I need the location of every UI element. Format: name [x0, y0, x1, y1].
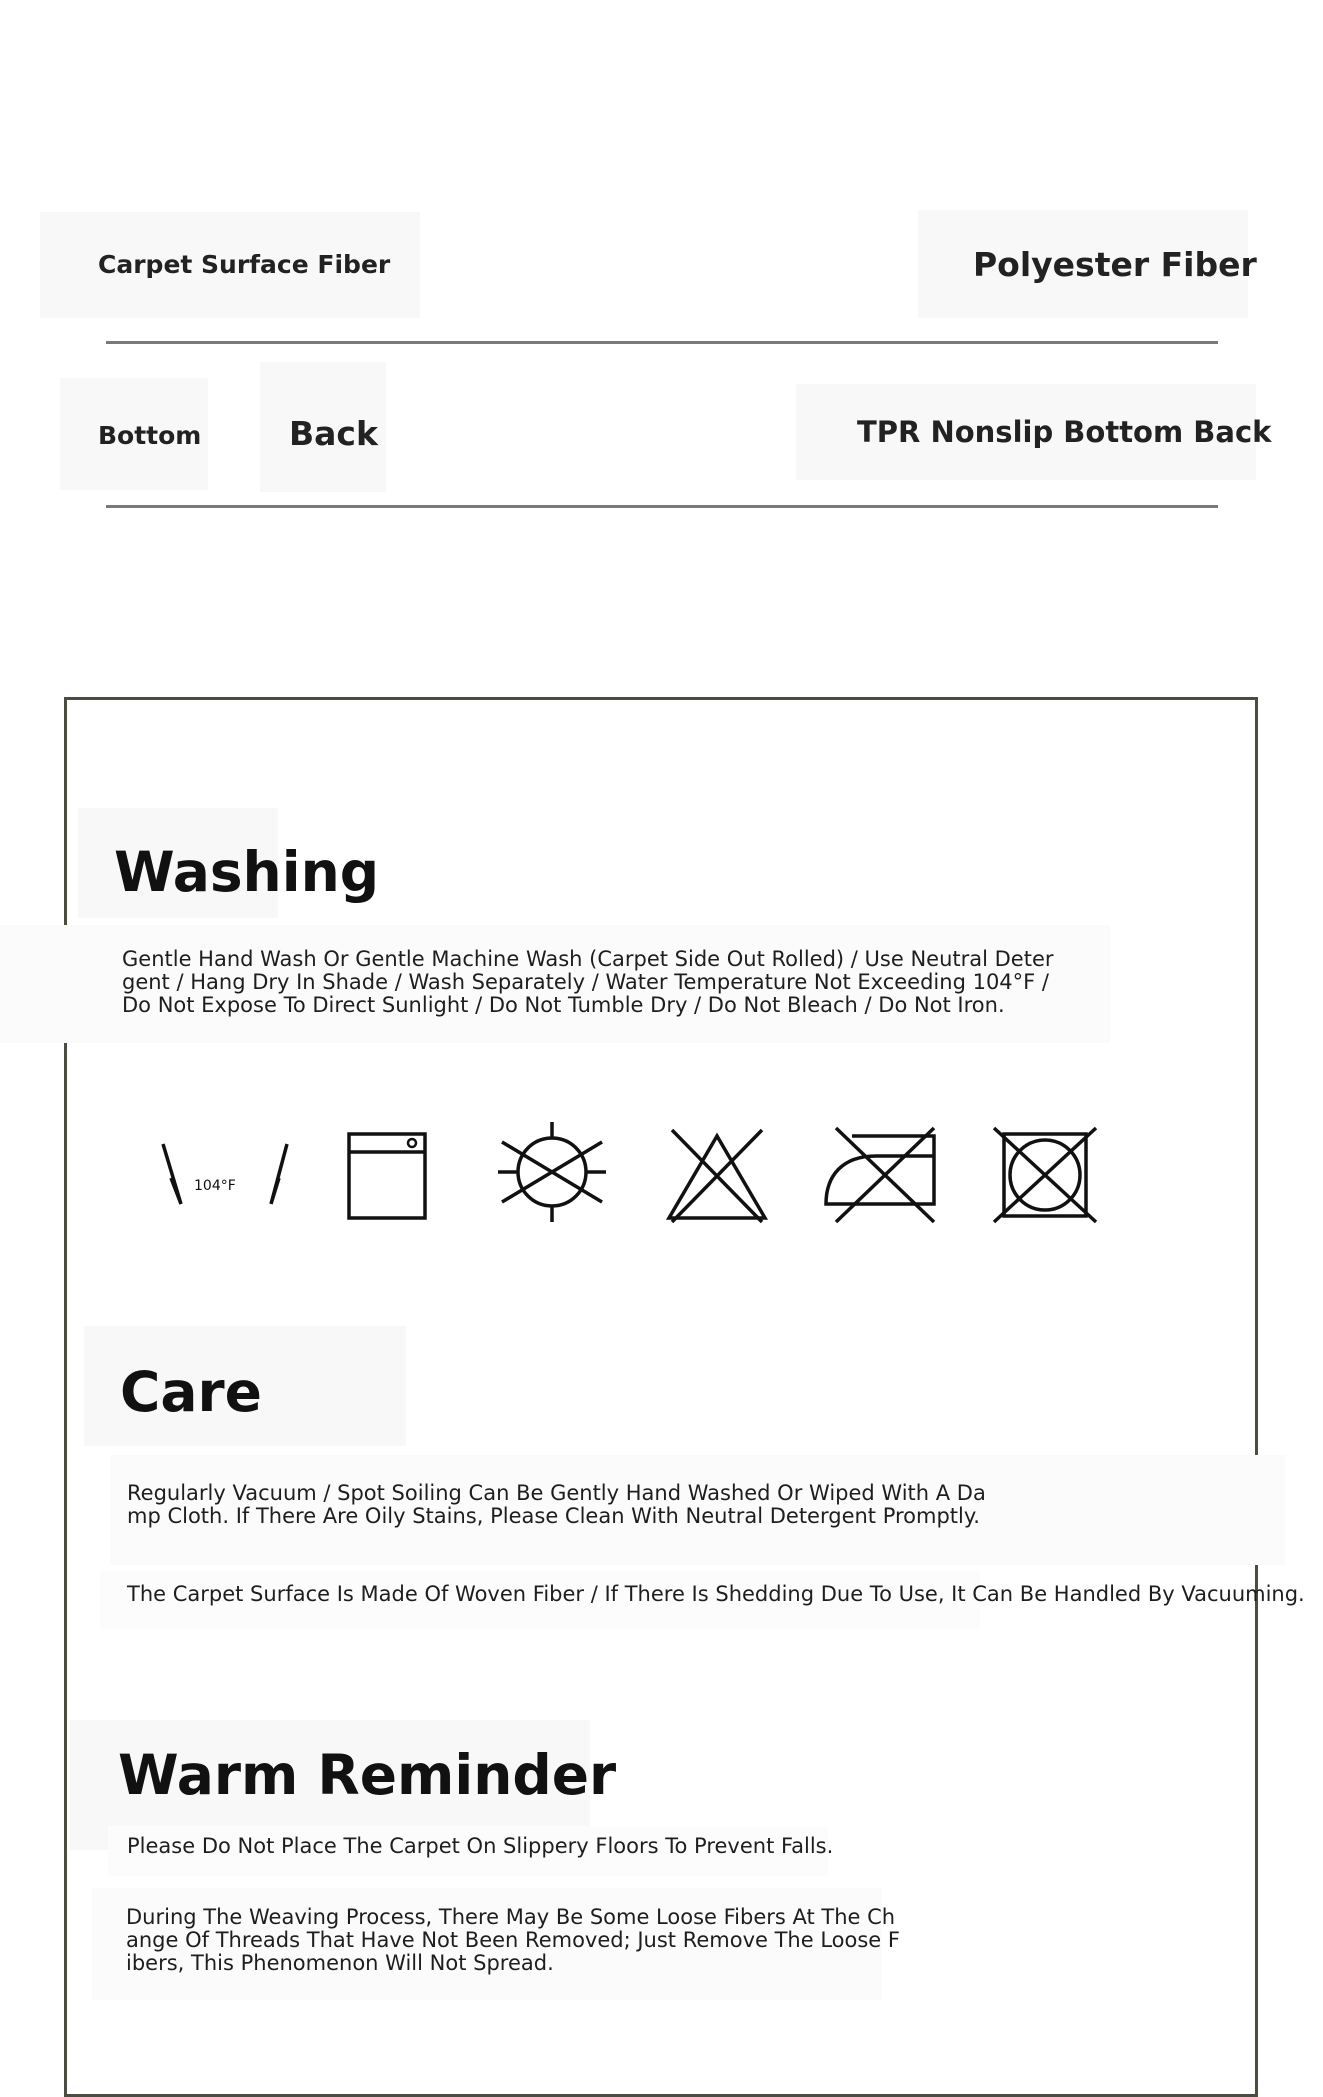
no-sunlight-icon [496, 1120, 608, 1224]
do-not-tumble-dry-icon [990, 1126, 1100, 1224]
washing-heading: Washing [114, 840, 380, 904]
washing-text-line-3: Do Not Expose To Direct Sunlight / Do Not Tumble Dry / Do Not Bleach / Do Not Iron. [122, 993, 1005, 1017]
care-text-1 [127, 1482, 986, 1528]
washing-text [122, 948, 1054, 1017]
do-not-iron-icon [822, 1126, 942, 1224]
bottom-label: Bottom [98, 421, 202, 450]
surface-fiber-value: Polyester Fiber [973, 245, 1257, 284]
care-heading: Care [120, 1360, 262, 1424]
washing-machine-icon [345, 1128, 429, 1224]
temperature-label: 104°F [194, 1178, 236, 1194]
reminder-text-2-line-3: ibers, This Phenomenon Will Not Spread. [126, 1951, 554, 1975]
bottom-value: TPR Nonslip Bottom Back [857, 415, 1272, 449]
reminder-text-2 [126, 1906, 900, 1975]
back-label: Back [289, 414, 378, 453]
hand-wash-104f-icon [155, 1128, 295, 1228]
care-text-1-line-1: Regularly Vacuum / Spot Soiling Can Be Gently Hand Washed Or Wiped With A Da [127, 1481, 986, 1505]
reminder-text-2-line-1: During The Weaving Process, There May Be Some Loose Fibers At The Ch [126, 1905, 896, 1929]
divider-line [106, 505, 1218, 508]
warm-reminder-heading: Warm Reminder [118, 1743, 617, 1807]
reminder-text-1: Please Do Not Place The Carpet On Slippery Floors To Prevent Falls. [127, 1834, 834, 1858]
washing-text-line-2: gent / Hang Dry In Shade / Wash Separately / Water Temperature Not Exceeding 104°F / [122, 970, 1049, 994]
divider-line [106, 341, 1218, 344]
washing-text-line-1: Gentle Hand Wash Or Gentle Machine Wash (Carpet Side Out Rolled) / Use Neutral Deter [122, 947, 1054, 971]
surface-fiber-label: Carpet Surface Fiber [98, 250, 391, 279]
care-text-2: The Carpet Surface Is Made Of Woven Fiber / If There Is Shedding Due To Use, It Can Be Handled By Vacuuming. [127, 1582, 1305, 1606]
reminder-text-2-line-2: ange Of Threads That Have Not Been Removed; Just Remove The Loose F [126, 1928, 900, 1952]
do-not-bleach-icon [664, 1126, 770, 1224]
care-text-1-line-2: mp Cloth. If There Are Oily Stains, Please Clean With Neutral Detergent Promptly. [127, 1504, 980, 1528]
